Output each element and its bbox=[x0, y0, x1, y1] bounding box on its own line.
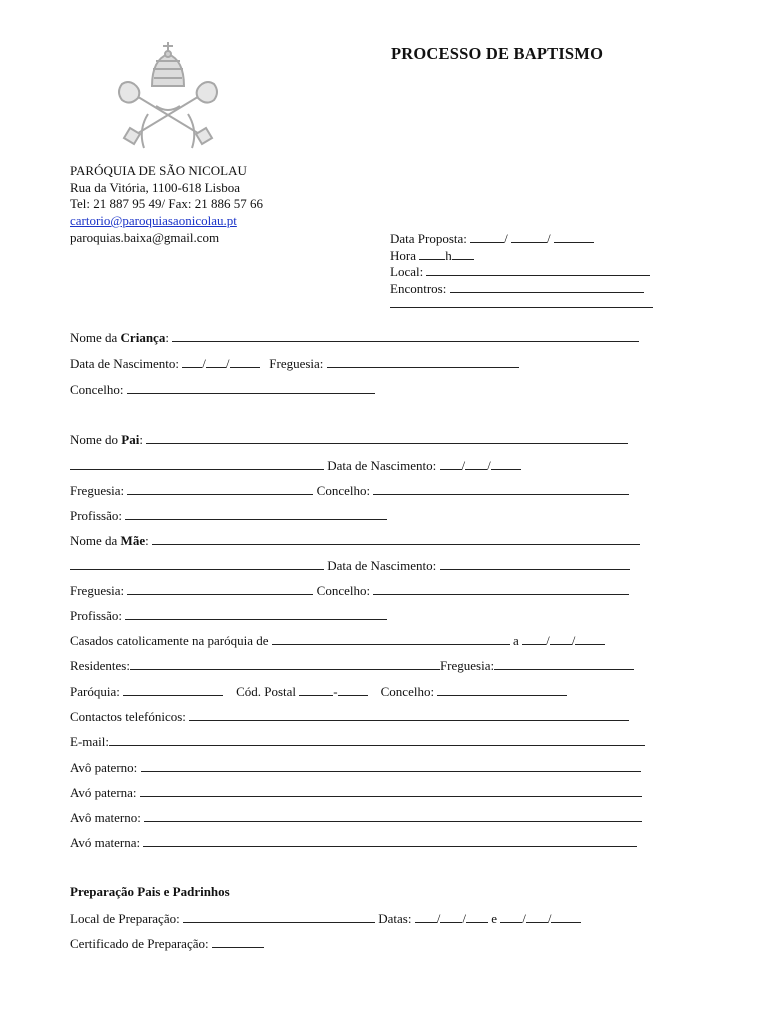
pai-label: Pai bbox=[121, 432, 140, 447]
cod-postal-label: Cód. Postal bbox=[236, 684, 297, 699]
colon: : bbox=[145, 533, 149, 548]
datas-2-year-field[interactable] bbox=[551, 910, 581, 923]
encontros-field-2[interactable] bbox=[390, 307, 653, 308]
certificado-label: Certificado de Preparação: bbox=[70, 936, 209, 951]
local-field[interactable] bbox=[426, 263, 650, 276]
paroquia-row bbox=[70, 683, 567, 700]
avo-materna-field[interactable] bbox=[143, 834, 637, 847]
residentes-field[interactable] bbox=[130, 657, 440, 670]
mae-profissao-row bbox=[70, 607, 387, 624]
pai-profissao-row bbox=[70, 507, 387, 524]
contactos-row bbox=[70, 708, 629, 725]
date-sep: / bbox=[546, 633, 550, 648]
datas-1-day-field[interactable] bbox=[415, 910, 437, 923]
nome-pai-field[interactable] bbox=[146, 431, 628, 444]
casados-day-field[interactable] bbox=[522, 632, 546, 645]
preparacao-local-row bbox=[70, 910, 581, 927]
e-label: e bbox=[491, 911, 497, 926]
nome-label: Nome da bbox=[70, 330, 121, 345]
cod-postal-field-1[interactable] bbox=[299, 683, 333, 696]
concelho-label: Concelho: bbox=[316, 583, 371, 598]
mae-freguesia-row bbox=[70, 582, 629, 599]
casados-row bbox=[70, 632, 605, 649]
residentes-freguesia-field[interactable] bbox=[494, 657, 634, 670]
datas-2-day-field[interactable] bbox=[500, 910, 522, 923]
hora-minute-field[interactable] bbox=[452, 247, 474, 260]
concelho-label: Concelho: bbox=[70, 382, 124, 397]
mae-nascimento-field[interactable] bbox=[440, 557, 630, 570]
nome-pai-field-2[interactable] bbox=[70, 457, 324, 470]
datas-1-year-field[interactable] bbox=[466, 910, 488, 923]
date-sep: / bbox=[547, 911, 552, 926]
nome-pai-row bbox=[70, 431, 628, 448]
crianca-label: Criança bbox=[120, 330, 166, 345]
mae-nascimento-row bbox=[70, 557, 630, 574]
avo-materno-row bbox=[70, 809, 642, 826]
a-label: a bbox=[513, 633, 519, 648]
avo-paterna-field[interactable] bbox=[140, 784, 642, 797]
cod-postal-field-2[interactable] bbox=[338, 683, 368, 696]
crianca-nasc-year-field[interactable] bbox=[230, 355, 260, 368]
data-proposta-label: Data Proposta: bbox=[390, 231, 467, 246]
avo-paterno-row bbox=[70, 759, 641, 776]
avo-materna-label: Avó materna: bbox=[70, 835, 141, 850]
pai-profissao-field[interactable] bbox=[125, 507, 387, 520]
contactos-label: Contactos telefónicos: bbox=[70, 709, 186, 724]
certificado-field[interactable] bbox=[212, 935, 264, 948]
local-label: Local: bbox=[390, 264, 424, 279]
encontros-label: Encontros: bbox=[390, 281, 447, 296]
nome-label: Nome do bbox=[70, 432, 122, 447]
data-nascimento-label: Data de Nascimento: bbox=[327, 458, 437, 473]
profissao-label: Profissão: bbox=[70, 508, 122, 523]
avo-paterno-label: Avô paterno: bbox=[70, 760, 138, 775]
date-sep: / bbox=[571, 633, 576, 648]
email-label: E-mail: bbox=[70, 734, 109, 749]
pai-nasc-year-field[interactable] bbox=[491, 457, 521, 470]
nome-mae-field[interactable] bbox=[152, 532, 640, 545]
mae-label: Mãe bbox=[120, 533, 146, 548]
date-sep: / bbox=[547, 231, 551, 246]
pai-nasc-month-field[interactable] bbox=[465, 457, 487, 470]
certificado-row bbox=[70, 935, 264, 952]
date-sep: / bbox=[225, 356, 230, 371]
contactos-field[interactable] bbox=[189, 708, 629, 721]
parish-phone: Tel: 21 887 95 49/ Fax: 21 886 57 66 bbox=[70, 196, 264, 211]
freguesia-label: Freguesia: bbox=[70, 483, 125, 498]
concelho-label: Concelho: bbox=[380, 684, 435, 699]
date-sep: / bbox=[504, 231, 508, 246]
email-row bbox=[70, 733, 645, 750]
local-preparacao-field[interactable] bbox=[183, 910, 375, 923]
nome-crianca-field[interactable] bbox=[172, 329, 639, 342]
datas-2-month-field[interactable] bbox=[526, 910, 548, 923]
avo-paterna-row bbox=[70, 784, 642, 801]
mae-concelho-field[interactable] bbox=[373, 582, 629, 595]
hora-row bbox=[390, 247, 474, 264]
data-nascimento-label: Data de Nascimento: bbox=[70, 356, 180, 371]
hora-h-label: h bbox=[445, 248, 452, 263]
encontros-row bbox=[390, 280, 644, 297]
pai-freguesia-field[interactable] bbox=[127, 482, 313, 495]
pai-nasc-day-field[interactable] bbox=[440, 457, 462, 470]
paroquia-field[interactable] bbox=[123, 683, 223, 696]
residentes-row bbox=[70, 657, 634, 674]
pai-freguesia-row bbox=[70, 482, 629, 499]
avo-materno-field[interactable] bbox=[144, 809, 642, 822]
data-proposta-year-field[interactable] bbox=[554, 230, 594, 243]
nome-mae-row bbox=[70, 532, 640, 549]
crianca-freguesia-field[interactable] bbox=[327, 355, 519, 368]
nome-label: Nome da bbox=[70, 533, 121, 548]
mae-freguesia-field[interactable] bbox=[127, 582, 313, 595]
date-sep: / bbox=[522, 911, 526, 926]
crianca-concelho-field[interactable] bbox=[127, 381, 375, 394]
page-title: PROCESSO DE BAPTISMO bbox=[391, 44, 604, 63]
casados-year-field[interactable] bbox=[575, 632, 605, 645]
colon: : bbox=[139, 432, 143, 447]
datas-label: Datas: bbox=[378, 911, 412, 926]
data-proposta-day-field[interactable] bbox=[470, 230, 504, 243]
datas-1-month-field[interactable] bbox=[440, 910, 462, 923]
date-sep: / bbox=[462, 911, 466, 926]
hora-hour-field[interactable] bbox=[419, 247, 445, 260]
hora-label: Hora bbox=[390, 248, 416, 263]
avo-paterno-field[interactable] bbox=[141, 759, 641, 772]
date-sep: / bbox=[461, 458, 466, 473]
crianca-nascimento-row bbox=[70, 355, 519, 372]
email-link[interactable]: cartorio@paroquiasaonicolau.pt bbox=[70, 213, 237, 228]
crianca-nasc-day-field[interactable] bbox=[182, 355, 202, 368]
parish-address: Rua da Vitória, 1100-618 Lisboa bbox=[70, 180, 240, 195]
nome-crianca-row bbox=[70, 329, 639, 346]
mae-profissao-field[interactable] bbox=[125, 607, 387, 620]
data-proposta-month-field[interactable] bbox=[511, 230, 547, 243]
date-sep: / bbox=[487, 458, 491, 473]
pai-concelho-field[interactable] bbox=[373, 482, 629, 495]
casados-label: Casados catolicamente na paróquia de bbox=[70, 633, 269, 648]
encontros-field[interactable] bbox=[450, 280, 644, 293]
freguesia-label: Freguesia: bbox=[439, 658, 495, 673]
concelho-label: Concelho: bbox=[316, 483, 371, 498]
avo-materna-row bbox=[70, 834, 637, 851]
residentes-label: Residentes: bbox=[70, 658, 130, 673]
date-sep: / bbox=[436, 911, 441, 926]
profissao-label: Profissão: bbox=[70, 608, 122, 623]
avo-paterna-label: Avó paterna: bbox=[70, 785, 137, 800]
data-proposta-row bbox=[390, 230, 594, 247]
casados-month-field[interactable] bbox=[550, 632, 572, 645]
email-alt: paroquias.baixa@gmail.com bbox=[70, 230, 220, 245]
pai-nascimento-row bbox=[70, 457, 521, 474]
local-preparacao-label: Local de Preparação: bbox=[70, 911, 180, 926]
nome-mae-field-2[interactable] bbox=[70, 557, 324, 570]
preparacao-heading: Preparação Pais e Padrinhos bbox=[70, 884, 230, 899]
freguesia-label: Freguesia: bbox=[269, 356, 324, 371]
email-field[interactable] bbox=[109, 733, 645, 746]
paroquia-label: Paróquia: bbox=[70, 684, 120, 699]
date-sep: / bbox=[202, 356, 206, 371]
paroquia-concelho-field[interactable] bbox=[437, 683, 567, 696]
parish-name: PARÓQUIA DE SÃO NICOLAU bbox=[70, 163, 247, 178]
local-row bbox=[390, 263, 650, 280]
casados-paroquia-field[interactable] bbox=[272, 632, 510, 645]
crianca-nasc-month-field[interactable] bbox=[206, 355, 226, 368]
avo-materno-label: Avô materno: bbox=[70, 810, 141, 825]
colon: : bbox=[165, 330, 169, 345]
crianca-concelho-row bbox=[70, 381, 375, 398]
freguesia-label: Freguesia: bbox=[70, 583, 125, 598]
data-nascimento-label: Data de Nascimento: bbox=[327, 558, 437, 573]
papal-keys-tiara-emblem-icon bbox=[108, 34, 228, 154]
cod-dash: - bbox=[333, 684, 338, 699]
